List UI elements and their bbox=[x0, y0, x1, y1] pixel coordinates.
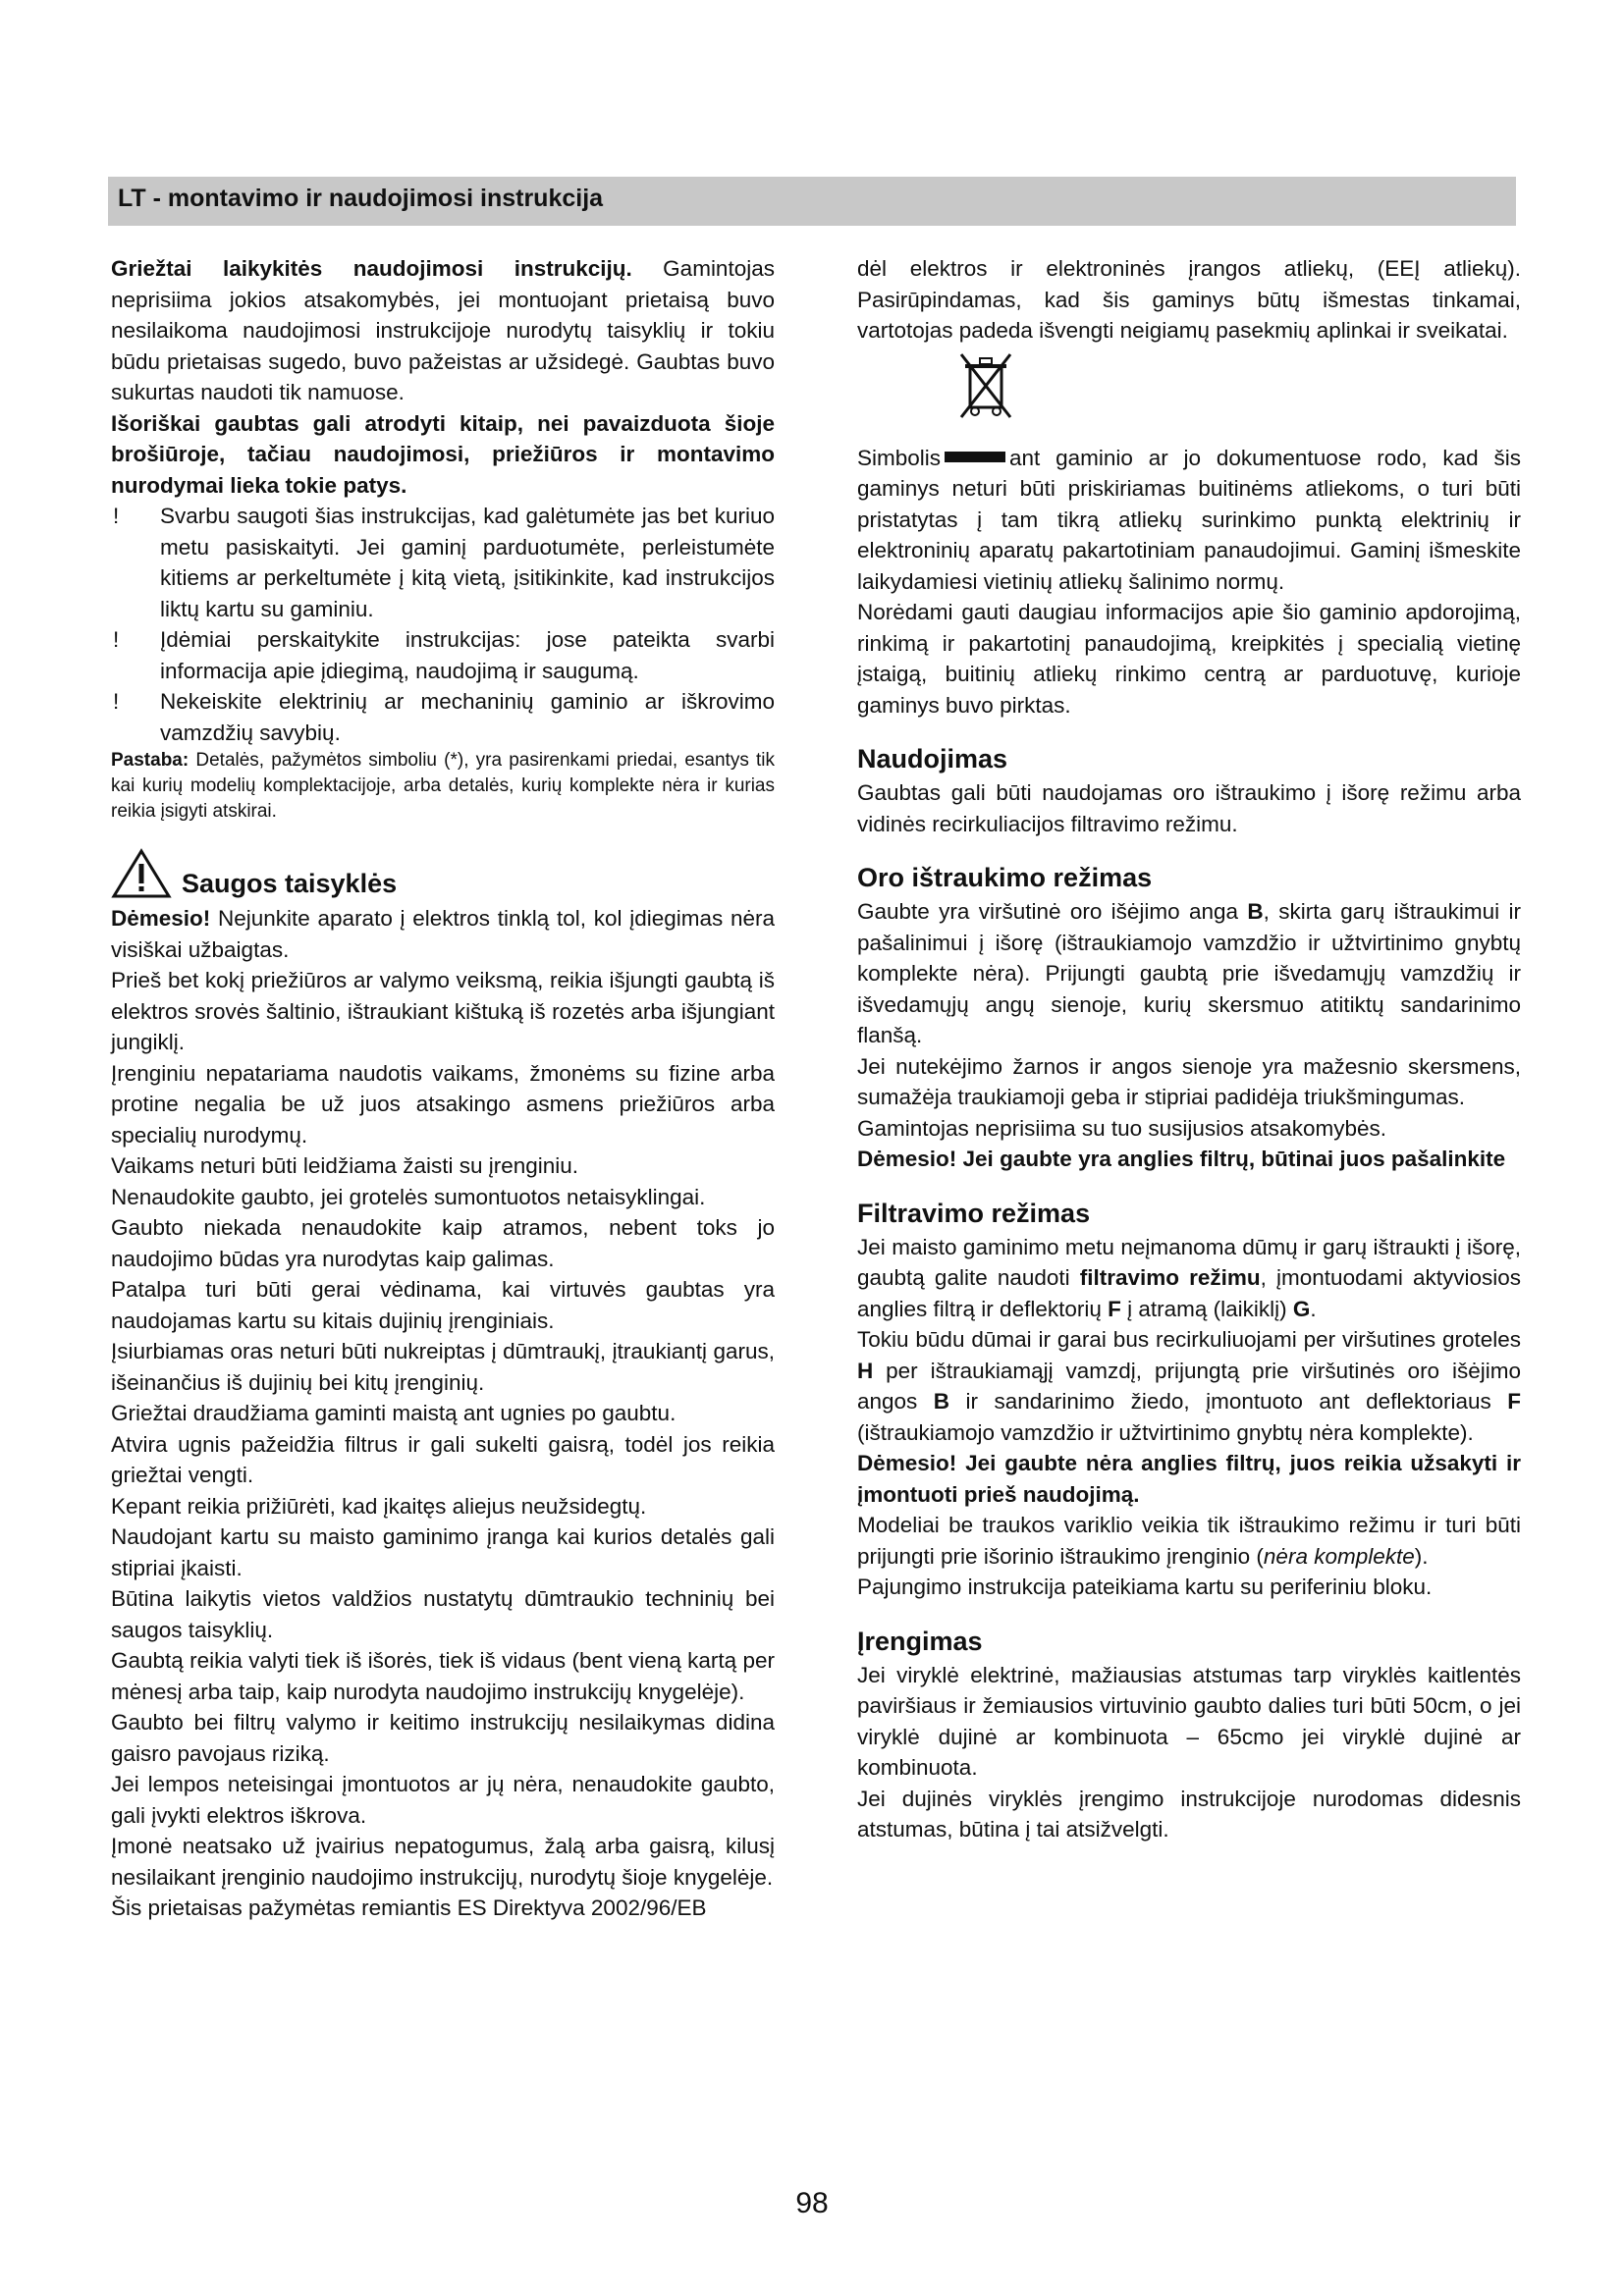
filter-paragraph bbox=[857, 1232, 1521, 1325]
text-run: . bbox=[1310, 1296, 1317, 1321]
safety-paragraph: Jei lempos neteisingai įmontuotos ar jų nėra, nenaudokite gaubto, gali įvykti elektros iškrova. bbox=[111, 1772, 775, 1828]
part-label: B bbox=[933, 1389, 950, 1414]
install-heading: Įrengimas bbox=[857, 1626, 983, 1656]
text-run: , įmontuodami aktyviosios anglies filtrą ir deflektorių bbox=[857, 1265, 1521, 1321]
safety-paragraph: Įmonė neatsako už įvairius nepatogumus, žalą arba gaisrą, kilusį nesilaikant įrenginio naudojimo instrukcijų, nurodytų šioje knygelėje. bbox=[111, 1834, 775, 1890]
safety-paragraph: Gaubto niekada nenaudokite kaip atramos, nebent toks jo naudojimo būdas yra nurodytas kaip galimas. bbox=[111, 1215, 775, 1271]
safety-paragraph: Kepant reikia prižiūrėti, kad įkaitęs aliejus neužsidegtų. bbox=[111, 1493, 647, 1519]
filter-paragraph bbox=[857, 1324, 1521, 1448]
text-run: Tokiu būdu dūmai ir garai bus recirkuliuojami per viršutines groteles bbox=[857, 1327, 1521, 1352]
text-run: į atramą (laikiklį) bbox=[1120, 1296, 1293, 1321]
filter-paragraph bbox=[857, 1510, 1521, 1572]
extraction-heading: Oro ištraukimo režimas bbox=[857, 863, 1153, 892]
text-run: Gaubte yra viršutinė oro išėjimo anga bbox=[857, 899, 1248, 924]
intro-text: Gamintojas neprisiima jokios atsakomybės, jei montuojant prietaisą buvo nesilaikoma naudojimosi instrukcijoje nurodytų taisyklių ir tokiu būdu prietaisas sugedo, buvo pažeistas ar užsidegė. Gaubtas buvo sukurtas naudoti tik namuose. bbox=[111, 256, 775, 404]
page-number: 98 bbox=[795, 2187, 829, 2219]
text-run: , skirta garų ištraukimui ir pašalinimui į išorę (ištraukiamojo vamzdžio ir užtvirtinimo gnybtų komplekte nėra). Prijungti gaubtą prie išvedamųjų vamzdžių ir išvedamųjų angų sienoje, kurių skersmuo atitiktų sandarinimo flanšą. bbox=[857, 899, 1521, 1047]
part-label: F bbox=[1507, 1389, 1521, 1414]
text-run: Modeliai be traukos variklio veikia tik ištraukimo režimu ir turi būti prijungti prie išorinio ištraukimo įrenginio ( bbox=[857, 1513, 1521, 1569]
install-paragraph: Jei dujinės viryklės įrengimo instrukcijoje nurodomas didesnis atstumas, būtina į tai atsižvelgti. bbox=[857, 1786, 1521, 1842]
part-label: F bbox=[1108, 1296, 1121, 1321]
crossed-bin-icon bbox=[955, 347, 1016, 435]
extraction-paragraph: Gamintojas neprisiima su tuo susijusios atsakomybės. bbox=[857, 1115, 1386, 1141]
safety-paragraph: Gaubto bei filtrų valymo ir keitimo instrukcijų nesilaikymas didina gaisro pavojaus riziką. bbox=[111, 1710, 775, 1766]
safety-paragraph: Gaubtą reikia valyti tiek iš išorės, tiek iš vidaus (bent vieną kartą per mėnesį arba taip, kaip nurodyta naudojimo instrukcijų knygelėje). bbox=[111, 1648, 775, 1704]
weee-symbol bbox=[857, 347, 1521, 443]
right-column bbox=[857, 253, 1521, 1845]
attention-text: Nejunkite aparato į elektros tinklą tol, kol įdiegimas nėra visiškai užbaigtas. bbox=[111, 906, 775, 962]
safety-heading-text: Saugos taisyklės bbox=[182, 868, 398, 898]
warning-item bbox=[111, 686, 775, 748]
symbol-post-text: ant gaminio ar jo dokumentuose rodo, kad šis gaminys neturi būti priskiriamas buitinėms atliekoms, o turi būti pristatytas į tam tikrą atliekų surinkimo punktą elektrinių ir elektroninių aparatų pakartotiniam panaudojimui. Gaminį išmeskite laikydamiesi vietinių atliekų šalinimo normų. bbox=[857, 445, 1521, 594]
appearance-notice: Išoriškai gaubtas gali atrodyti kitaip, nei pavaizduota šioje brošiūroje, tačiau naudojimosi, priežiūros ir montavimo nurodymai lieka tokie patys. bbox=[111, 410, 775, 498]
safety-paragraph: Patalpa turi būti gerai vėdinama, kai virtuvės gaubtas yra naudojamas kartu su kitais dujinių įrenginiais. bbox=[111, 1277, 775, 1333]
safety-paragraph: Vaikams neturi būti leidžiama žaisti su įrenginiu. bbox=[111, 1153, 579, 1178]
text-run-bold: filtravimo režimu bbox=[1079, 1265, 1261, 1290]
extraction-paragraph: Jei nutekėjimo žarnos ir angos sienoje yra mažesnio skersmens, sumažėja traukiamoji geba ir stipriai padidėja triukšmingumas. bbox=[857, 1053, 1521, 1109]
left-column bbox=[111, 253, 775, 1924]
note-label: Pastaba: bbox=[111, 750, 189, 771]
text-run: ). bbox=[1414, 1543, 1429, 1569]
text-run: Jei maisto gaminimo metu neįmanoma dūmų ir garų ištraukti į išorę, gaubtą galite naudoti bbox=[857, 1234, 1521, 1290]
warning-item bbox=[111, 624, 775, 686]
note-text: Detalės, pažymėtos simboliu (*), yra pasirenkami priedai, esantys tik kai kurių modelių komplektacijoje, arba detalės, kurių komplekte nėra ir kurias reikia įsigyti atskirai. bbox=[111, 750, 775, 822]
extraction-warning: Dėmesio! Jei gaubte yra anglies filtrų, būtinai juos pašalinkite bbox=[857, 1147, 1506, 1171]
filter-warning: Dėmesio! Jei gaubte nėra anglies filtrų, juos reikia užsakyti ir įmontuoti prieš naudojimą. bbox=[857, 1451, 1521, 1507]
warning-text: Įdėmiai perskaitykite instrukcijas: jose pateikta svarbi informacija apie įdiegimą, naudojimą ir saugumą. bbox=[160, 627, 775, 683]
intro-paragraph bbox=[111, 253, 775, 408]
symbol-pre-text: Simbolis bbox=[857, 445, 942, 470]
filter-heading: Filtravimo režimas bbox=[857, 1198, 1091, 1228]
warning-text: Nekeiskite elektrinių ar mechaninių gaminio ar iškrovimo vamzdžių savybių. bbox=[160, 689, 775, 745]
warning-list bbox=[111, 501, 775, 748]
warning-item bbox=[111, 501, 775, 624]
exclamation-mark: ! bbox=[113, 689, 120, 714]
warning-triangle-icon bbox=[111, 848, 172, 899]
text-run-italic: nėra komplekte bbox=[1263, 1543, 1415, 1569]
part-label: H bbox=[857, 1358, 874, 1383]
safety-paragraph: Nenaudokite gaubto, jei grotelės sumontuotos netaisyklingai. bbox=[111, 1184, 706, 1209]
safety-paragraph: Šis prietaisas pažymėtas remiantis ES Direktyva 2002/96/EB bbox=[111, 1896, 707, 1920]
page-title: LT - montavimo ir naudojimosi instrukcija bbox=[118, 185, 604, 212]
usage-heading: Naudojimas bbox=[857, 744, 1008, 774]
extraction-paragraph bbox=[857, 896, 1521, 1051]
safety-paragraph: Naudojant kartu su maisto gaminimo įranga kai kurios detalės gali stipriai įkaisti. bbox=[111, 1524, 775, 1580]
safety-paragraph: Atvira ugnis pažeidžia filtrus ir gali sukelti gaisrą, todėl jos reikia griežtai vengti. bbox=[111, 1431, 775, 1487]
text-run: per ištraukiamąjį vamzdį, prijungtą prie viršutinės oro išėjimo angos bbox=[857, 1358, 1521, 1414]
filter-paragraph: Pajungimo instrukcija pateikiama kartu su periferiniu bloku. bbox=[857, 1575, 1433, 1599]
part-label: G bbox=[1292, 1296, 1311, 1321]
attention-paragraph bbox=[111, 903, 775, 965]
usage-paragraph: Gaubtas gali būti naudojamas oro ištraukimo į išorę režimu arba vidinės recirkuliacijos filtravimo režimu. bbox=[857, 780, 1521, 836]
weee-paragraph: dėl elektros ir elektroninės įrangos atliekų, (EEĮ atliekų). Pasirūpindamas, kad šis gaminys būtų išmestas tinkamai, vartotojas padeda išvengti neigiamų pasekmių aplinkai ir sveikatai. bbox=[857, 256, 1521, 343]
symbol-paragraph bbox=[857, 443, 1521, 598]
intro-bold: Griežtai laikykitės naudojimosi instrukcijų. bbox=[111, 256, 632, 281]
text-run: ir sandarinimo žiedo, įmontuoto ant deflektoriaus bbox=[949, 1389, 1508, 1414]
black-bar-symbol bbox=[945, 452, 1005, 462]
install-paragraph: Jei viryklė elektrinė, mažiausias atstumas tarp viryklės kaitlentės paviršiaus ir žemiausios virtuvinio gaubto dalies turi būti 50cm, o jei viryklė dujinė ar kombinuota – 65cmo jei viryklė dujinė ar kombinuota. bbox=[857, 1662, 1521, 1780]
header-bar bbox=[108, 177, 1516, 226]
text-run: (ištraukiamojo vamzdžio ir užtvirtinimo gnybtų nėra komplekte). bbox=[857, 1419, 1474, 1445]
safety-paragraph: Įrenginiu nepatariama naudotis vaikams, žmonėms su fizine arba protine negalia be už juos atsakingo asmens priežiūros arba specialių nurodymų. bbox=[111, 1060, 775, 1148]
safety-paragraph: Įsiurbiamas oras neturi būti nukreiptas į dūmtraukį, įtraukiantį garus, išeinančius iš dujinių bei kitų įrenginių. bbox=[111, 1339, 775, 1395]
safety-paragraph: Būtina laikytis vietos valdžios nustatytų dūmtraukio techninių bei saugos taisyklių. bbox=[111, 1586, 775, 1642]
safety-paragraph: Griežtai draudžiama gaminti maistą ant ugnies po gaubtu. bbox=[111, 1401, 677, 1425]
exclamation-mark: ! bbox=[113, 504, 120, 528]
safety-paragraph: Prieš bet kokį priežiūros ar valymo veiksmą, reikia išjungti gaubtą iš elektros srovės šaltinio, ištraukiant kištuką iš rozetės arba išjungiant jungiklį. bbox=[111, 968, 775, 1054]
weee-info-paragraph: Norėdami gauti daugiau informacijos apie šio gaminio apdorojimą, rinkimą ir pakartotinį panaudojimą, kreipkitės į specialią vietinę įstaigą, buitinių atliekų rinkimo centrą ar parduotuvę, kurioje gaminys buvo pirktas. bbox=[857, 600, 1521, 718]
safety-heading bbox=[111, 848, 775, 899]
part-label: B bbox=[1247, 899, 1264, 924]
exclamation-mark: ! bbox=[113, 627, 120, 652]
attention-label: Dėmesio! bbox=[111, 906, 211, 931]
warning-text: Svarbu saugoti šias instrukcijas, kad galėtumėte jas bet kuriuo metu pasiskaityti. Jei gaminį parduotumėte, perleistumėte kitiems ar perkeltumėte į kitą vietą, įsitikinkite, kad instrukcijos liktų kartu su gaminiu. bbox=[160, 504, 775, 621]
note-paragraph bbox=[111, 748, 775, 825]
